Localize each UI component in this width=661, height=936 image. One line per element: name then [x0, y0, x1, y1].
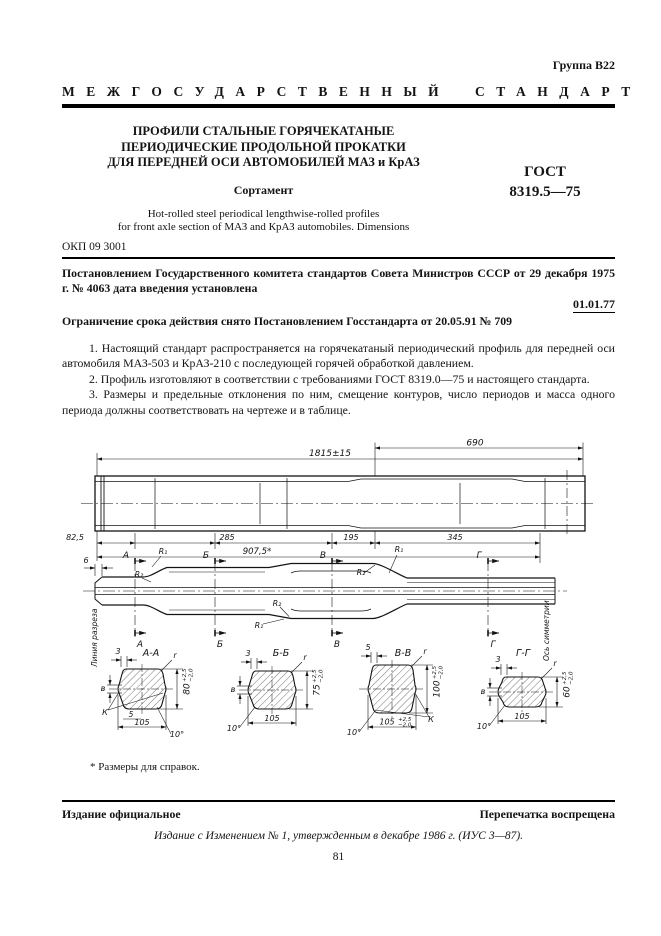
- dim-345: 345: [447, 533, 463, 542]
- drawing-area: [55, 437, 607, 769]
- radius-r1-label: R₁: [394, 545, 404, 554]
- dim-top-offset: 3: [245, 649, 251, 658]
- clause-1: 1. Настоящий стандарт распространяется на горячекатаный периодический профиль для передней оси автомобиля МАЗ-503 и КрАЗ-210 с последующей горячей обработкой давлением.: [62, 341, 615, 371]
- dim-6: 6: [83, 556, 89, 565]
- dim-width-tol-plus: +2,5: [398, 717, 412, 723]
- section-mark-top: А: [122, 551, 130, 561]
- dim-angle: 10°: [346, 728, 362, 737]
- dim-height-tol-plus: +2,5: [432, 665, 438, 680]
- technical-drawing: [55, 437, 607, 769]
- radius-r2-label: R₂: [134, 570, 144, 579]
- section-mark-bottom: Г: [490, 640, 496, 650]
- cross-sections: [101, 643, 575, 739]
- clause-3: 3. Размеры и предельные отклонения по ним, смещение контуров, число периодов и масса одного периода должны соответствовать на чертеже и в таблице.: [62, 387, 615, 417]
- dim-height-tol-plus: +2,5: [182, 668, 188, 682]
- gost-number-box: [475, 124, 615, 235]
- dim-285: 285: [219, 533, 235, 542]
- page-number: 81: [332, 851, 345, 863]
- section-mark-top: Г: [476, 551, 482, 561]
- title-en-line-2: for front axle section of МАЗ and КрАЗ automobiles. Dimensions: [117, 221, 410, 233]
- subtitle: Сортамент: [233, 182, 294, 197]
- dim-angle: 10°: [169, 730, 185, 739]
- decree-text: Постановлением Государственного комитета стандартов Совета Министров СССР от 29 декабря 1975 г. № 4063 дата введения установлена: [62, 266, 615, 295]
- title-english: [62, 208, 465, 235]
- k-label: К: [102, 708, 108, 717]
- dim-width: 105: [264, 714, 280, 723]
- radius-r1-label: R₁: [254, 621, 264, 630]
- document-title: [62, 124, 465, 171]
- section-mark-bottom: В: [333, 640, 341, 650]
- dim-width: 105: [134, 718, 150, 727]
- dim-height-tol-plus: +2,5: [562, 671, 568, 685]
- dim-907-5: 907,5*: [242, 547, 272, 557]
- section-view-2: [227, 648, 325, 733]
- section-title: А-А: [142, 648, 160, 659]
- dim-height-group: [432, 665, 445, 697]
- radius-r2-label: R₂: [356, 568, 366, 577]
- title-line-3: ДЛЯ ПЕРЕДНЕЙ ОСИ АВТОМОБИЛЕЙ МАЗ и КрАЗ: [107, 155, 420, 169]
- dim-height-group: [182, 668, 195, 695]
- dim-height: 80: [182, 683, 193, 695]
- dim-height: 75: [312, 684, 323, 696]
- title-en-line-1: Hot-rolled steel periodical lengthwise-rolled profiles: [147, 207, 380, 220]
- dim-side: в: [480, 687, 486, 696]
- section-view-3: [347, 643, 445, 737]
- title-left-column: [62, 124, 475, 235]
- section-mark-bottom: Б: [216, 640, 224, 650]
- dim-height-tol-minus: −2,0: [438, 665, 445, 680]
- section-title: В-В: [394, 648, 412, 659]
- dim-top-offset: 3: [115, 647, 121, 656]
- dim-height-tol-minus: −2,0: [318, 669, 325, 683]
- symmetry-axis-label: Ось симметрии: [542, 600, 551, 661]
- section-view-1: [101, 647, 195, 739]
- gost-label: ГОСТ: [524, 164, 566, 180]
- dim-height: 100: [432, 680, 443, 698]
- section-view-4: [477, 648, 575, 731]
- official-edition-label: Издание официальное: [62, 807, 181, 821]
- okp-rule: [62, 257, 615, 259]
- dim-195: 195: [343, 533, 359, 542]
- section-cut-lines: [122, 551, 499, 650]
- dim-top-offset: 5: [365, 643, 371, 652]
- dim-82-5: 82,5: [66, 533, 84, 542]
- effective-date: 01.01.77: [573, 297, 615, 311]
- dim-width-tol-minus: −2,0: [398, 722, 412, 729]
- title-block: [62, 124, 615, 235]
- footer-rule: [62, 800, 615, 802]
- dim-690: 690: [466, 438, 484, 449]
- dim-bottom-offset: 5: [128, 710, 134, 719]
- radius-label: r: [303, 653, 307, 662]
- standard-clauses: [62, 341, 615, 418]
- okp-code: ОКП 09 3001: [62, 241, 127, 253]
- dim-height-tol-minus: −2,0: [188, 668, 195, 682]
- standard-banner: МЕЖГОСУДАРСТВЕННЫЙ СТАНДАРТ: [62, 84, 642, 99]
- dim-width: 105: [514, 712, 530, 721]
- limitation-text: Ограничение срока действия снято Постановлением Госстандарта от 20.05.91 № 709: [62, 314, 513, 328]
- dim-side: в: [230, 685, 236, 694]
- effective-date-row: [62, 295, 615, 313]
- dim-overall: 1815±15: [309, 449, 351, 459]
- radius-r2-label: R₂: [272, 599, 282, 608]
- clause-2: 2. Профиль изготовляют в соответствии с требованиями ГОСТ 8319.0—75 и настоящего стандарта.: [89, 371, 590, 386]
- radius-label: r: [173, 651, 177, 660]
- dim-top-offset: 3: [495, 655, 501, 664]
- edition-note: Издание с Изменением № 1, утвержденным в декабре 1986 г. (ИУС 3—87).: [153, 830, 524, 842]
- section-mark-top: В: [319, 551, 327, 561]
- title-line-1: ПРОФИЛИ СТАЛЬНЫЕ ГОРЯЧЕКАТАНЫЕ: [132, 124, 395, 138]
- footer-row: [62, 807, 615, 822]
- dim-height-group: [312, 669, 325, 696]
- dim-width: 105: [379, 717, 395, 727]
- reprint-forbidden-label: Перепечатка воспрещена: [479, 807, 615, 821]
- section-mark-bottom: А: [136, 640, 144, 650]
- dim-height: 60: [562, 686, 573, 698]
- gost-number: 8319.5—75: [509, 184, 581, 200]
- section-title: Г-Г: [515, 648, 531, 659]
- radius-label: r: [553, 659, 557, 668]
- header-rule: [62, 104, 615, 108]
- dim-height-group: [562, 671, 575, 698]
- section-mark-top: Б: [202, 551, 210, 561]
- cut-line-label: Линия разреза: [90, 608, 99, 667]
- dim-height-tol-plus: +2,5: [312, 669, 318, 683]
- radius-label: r: [423, 647, 427, 656]
- k-label: К: [428, 715, 434, 724]
- section-title: Б-Б: [272, 648, 290, 659]
- dim-angle: 10°: [476, 722, 492, 731]
- plan-view: [66, 439, 595, 564]
- dim-side: в: [100, 684, 106, 693]
- dim-height-tol-minus: −2,0: [568, 671, 575, 685]
- group-label: Группа В22: [552, 58, 615, 72]
- drawing-footnote: * Размеры для справок.: [90, 761, 200, 773]
- title-line-2: ПЕРИОДИЧЕСКИЕ ПРОДОЛЬНОЙ ПРОКАТКИ: [121, 139, 406, 154]
- radius-r1-label: R₁: [158, 547, 168, 556]
- dim-angle: 10°: [226, 724, 242, 733]
